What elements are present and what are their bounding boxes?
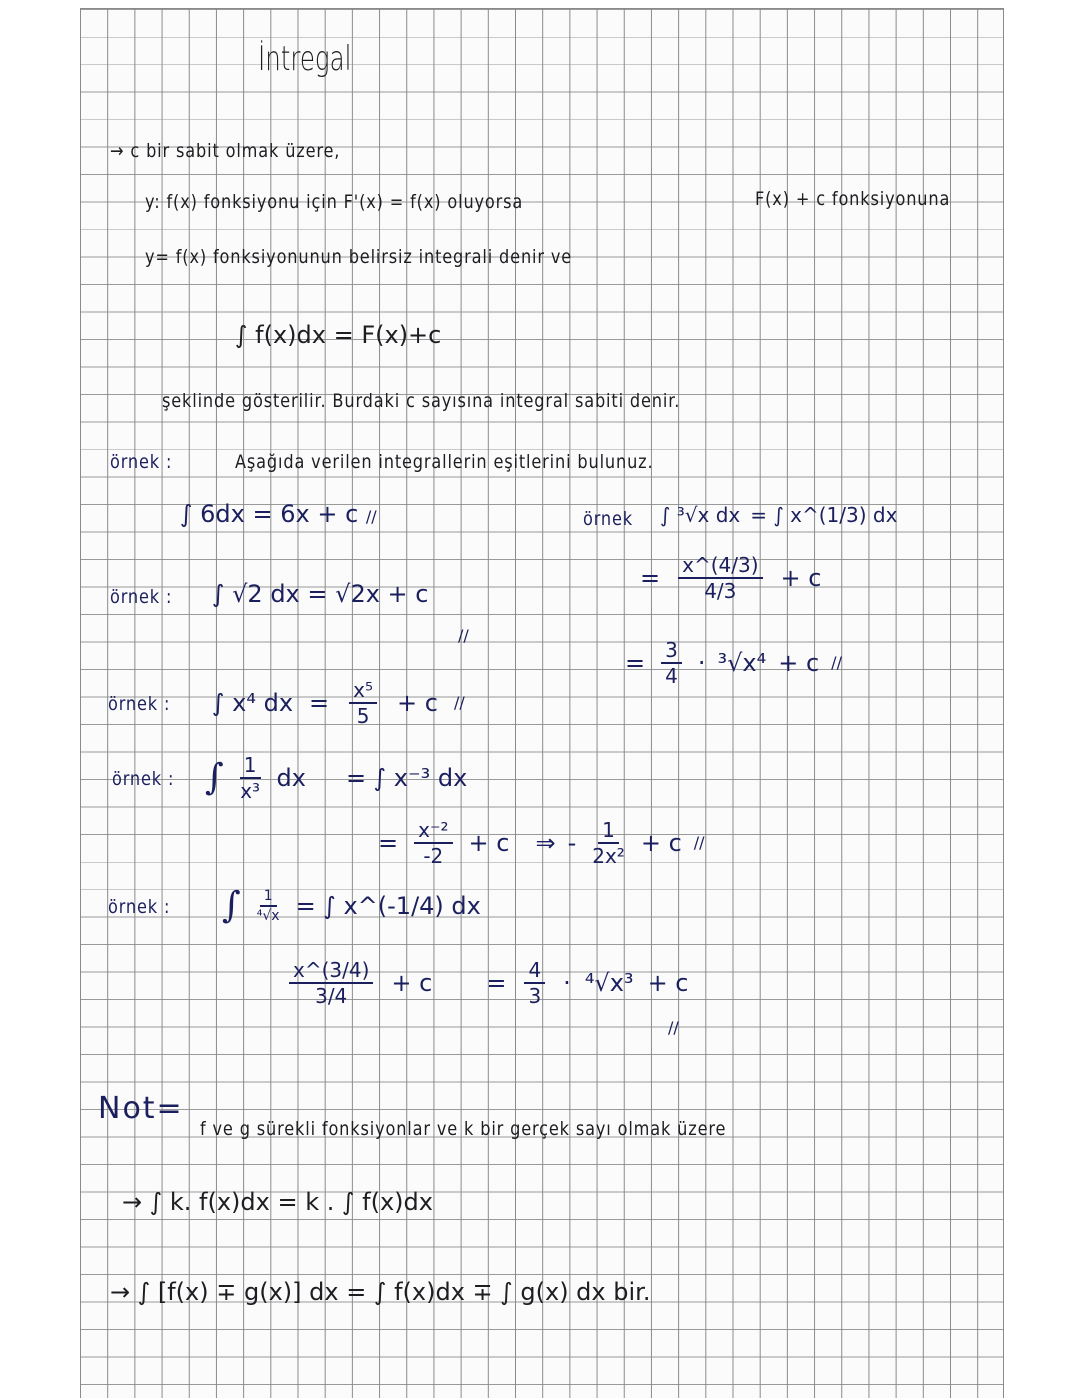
example-2-lhs: ∫ √2 dx (212, 580, 300, 608)
check-mark: // (365, 507, 377, 526)
note-heading: Not= (98, 1091, 184, 1126)
side-example-line-2: = $\frac{x\^{}(4/3)}{4/3}$ + c (640, 553, 822, 603)
example-3-lhs: ∫ x⁴ dx (212, 689, 294, 717)
note-rule-1: → ∫ k. f(x)dx = k . ∫ f(x)dx (122, 1188, 433, 1216)
side-example-label: örnek (583, 508, 634, 530)
integral-definition-formula: ∫ f(x)dx = F(x)+c (235, 321, 442, 349)
integral-sign: ∫ (205, 757, 224, 798)
example-5-line-2: $\frac{x\^{}(3/4)}{3/4}$ + c = $\frac{4}{3}$ · ⁴√x³ + c (285, 960, 689, 1006)
example-2 (212, 582, 428, 606)
note-rule-2: → ∫ [f(x) ∓ g(x)] dx = ∫ f(x)dx ∓ ∫ g(x) dx bir. (110, 1278, 651, 1306)
example-3-fraction: $\frac{\text{x⁵}}{5}$ (349, 680, 377, 726)
example-4-line-1: ∫ $\frac{1}{\text{x³}}$ dx = ∫ x⁻³ dx (205, 753, 468, 803)
example-1-rhs: = 6x + c (252, 500, 359, 528)
example-4-line-2: = $\frac{\text{x⁻²}}{-2}$ + c ⇒ - $\frac{1}{\text{2x²}}$ + c // (378, 818, 705, 868)
example-4-label: örnek : (112, 768, 175, 790)
side-example-line-3: = $\frac{3}{4}$ · ³√x⁴ + c // (625, 638, 842, 688)
example-2-rhs: = √2x + c (307, 580, 429, 608)
intro-line-2-left: y: f(x) fonksiyonu için F'(x) = f(x) oluyorsa (145, 191, 524, 213)
example-2-label: örnek : (110, 586, 173, 608)
side-example-line-1: ∫ ³√x dx = ∫ x^(1/3) dx (660, 503, 898, 527)
example-3-label: örnek : (108, 693, 171, 715)
intro-line-2-right: F(x) + c fonksiyonuna (755, 188, 951, 210)
page-title: İntregal (258, 39, 352, 79)
example-1 (180, 502, 377, 526)
example-5-label: örnek : (108, 896, 171, 918)
example-3: ∫ x⁴ dx = $\frac{\text{x⁵}}{5}$ + c // (212, 678, 465, 728)
intro-line-3: y= f(x) fonksiyonunun belirsiz integrali denir ve (145, 246, 573, 268)
note-text: f ve g sürekli fonksiyonlar ve k bir gerçek sayı olmak üzere (200, 1118, 727, 1140)
intro-line-1: → c bir sabit olmak üzere, (110, 140, 341, 162)
example-1-lhs: ∫ 6dx (180, 500, 245, 528)
check-mark: // (668, 1018, 679, 1037)
example-5-line-1: ∫ $\frac{1}{\text{⁴√x}}$ = ∫ x^(-1/4) dx (222, 885, 481, 926)
example-header-label: örnek : (110, 451, 173, 473)
intro-line-4: şeklinde gösterilir. Burdaki c sayısına integral sabiti denir. (162, 390, 681, 412)
integral-sign: ∫ (222, 885, 241, 926)
check-mark: // (458, 626, 469, 645)
example-header-text: Aşağıda verilen integrallerin eşitlerini bulunuz. (235, 451, 654, 473)
